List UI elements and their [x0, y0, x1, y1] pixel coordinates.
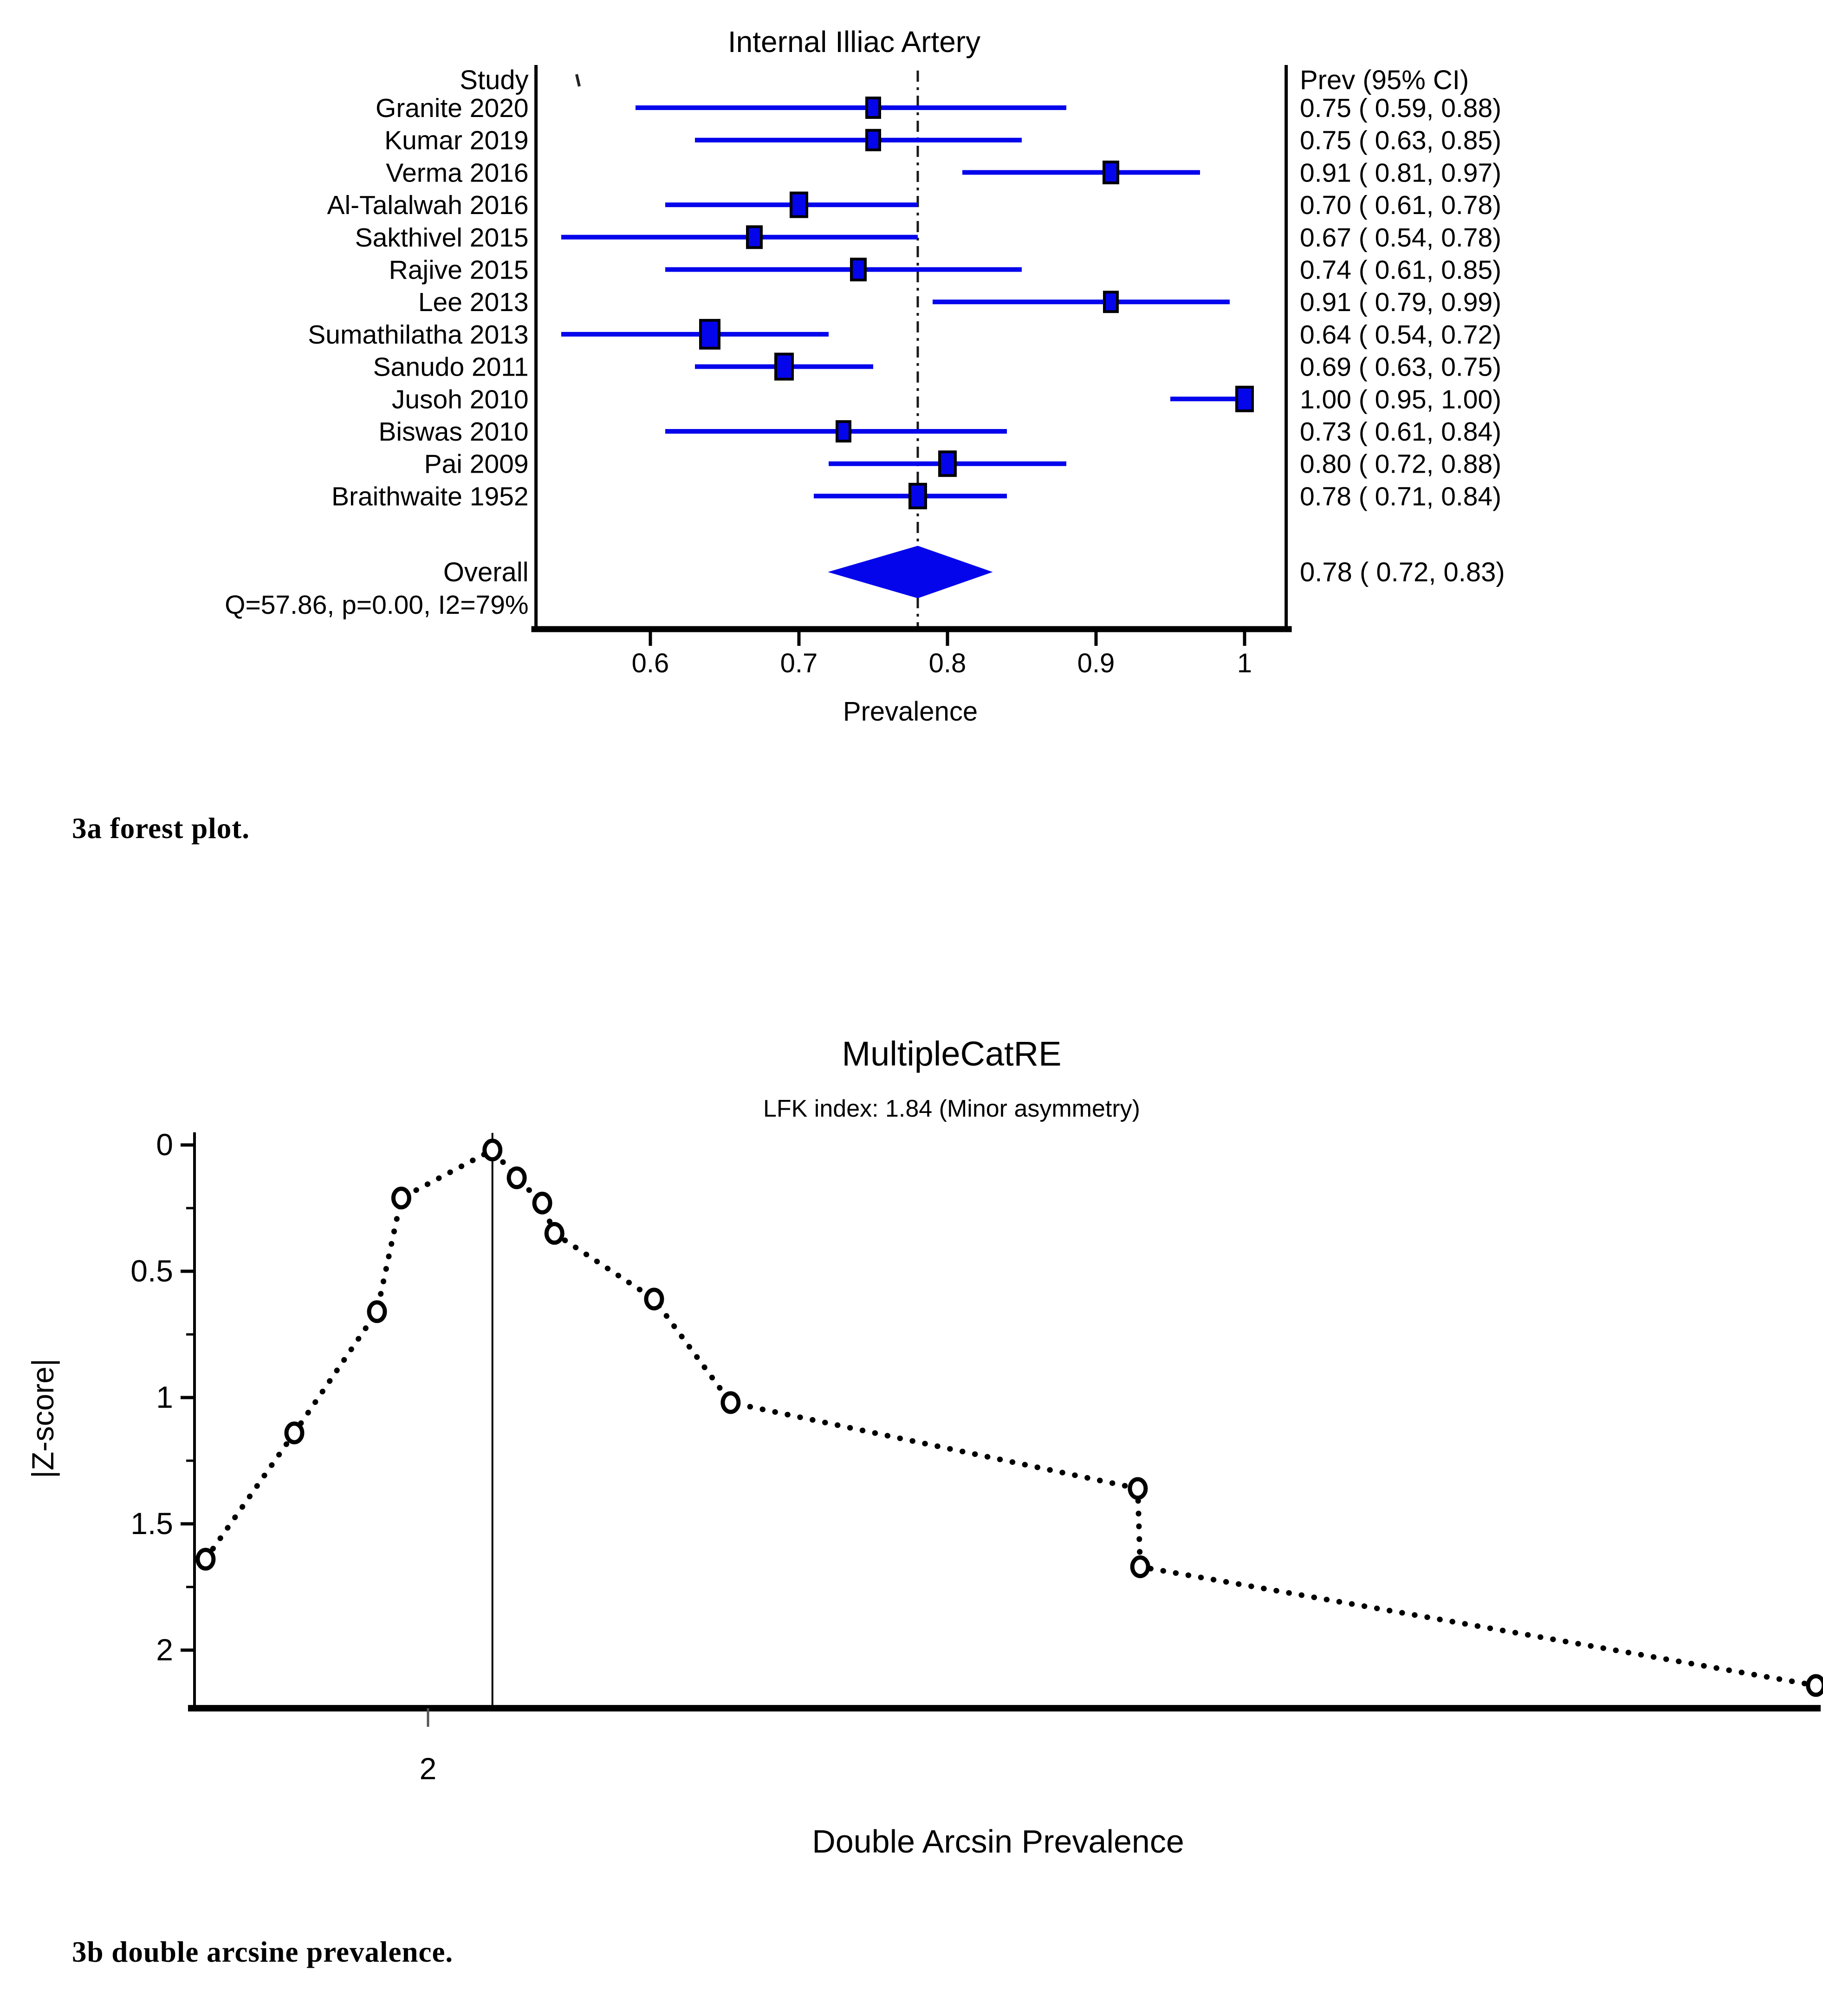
doi-point — [534, 1194, 550, 1212]
x-tick-label: 0.7 — [780, 648, 818, 678]
x-tick-label: 2 — [419, 1751, 437, 1786]
study-label: Al-Talalwah 2016 — [327, 190, 529, 221]
y-tick-label: 2 — [156, 1632, 173, 1667]
caption-doi-plot: 3b double arcsine prevalence. — [72, 1936, 454, 1968]
y-tick-label: 1 — [156, 1380, 173, 1414]
doi-point — [723, 1393, 739, 1412]
ci-value: 0.78 ( 0.71, 0.84) — [1300, 481, 1502, 512]
x-tick-label: 0.6 — [631, 648, 669, 678]
x-axis-title: Prevalence — [843, 696, 978, 727]
doi-point — [1808, 1676, 1823, 1695]
ci-value: 0.70 ( 0.61, 0.78) — [1300, 190, 1502, 221]
y-axis-title: |Z-score| — [26, 1359, 60, 1478]
study-label: Sanudo 2011 — [373, 352, 529, 382]
doi-subtitle: LFK index: 1.84 (Minor asymmetry) — [763, 1095, 1141, 1122]
doi-point — [646, 1290, 662, 1308]
ci-value: 0.67 ( 0.54, 0.78) — [1300, 222, 1502, 253]
ci-value: 0.91 ( 0.79, 0.99) — [1300, 287, 1502, 318]
study-label: Granite 2020 — [376, 93, 529, 123]
study-marker — [940, 452, 955, 475]
ci-value: 0.75 ( 0.63, 0.85) — [1300, 125, 1502, 156]
study-marker — [837, 422, 850, 441]
study-marker — [1104, 292, 1117, 312]
study-label: Lee 2013 — [418, 287, 529, 318]
study-marker — [910, 484, 926, 508]
doi-plot — [0, 998, 1823, 1880]
study-label: Jusoh 2010 — [391, 384, 529, 415]
study-marker — [851, 259, 865, 280]
x-axis-title: Double Arcsin Prevalence — [812, 1823, 1184, 1860]
y-tick-label: 0.5 — [130, 1254, 173, 1288]
heterogeneity-stats: Q=57.86, p=0.00, I2=79% — [225, 590, 529, 620]
doi-point — [1130, 1479, 1146, 1498]
doi-point — [198, 1550, 214, 1568]
overall-diamond — [829, 546, 992, 598]
study-marker — [1237, 387, 1252, 411]
study-marker — [867, 130, 880, 150]
ci-value: 0.73 ( 0.61, 0.84) — [1300, 417, 1502, 447]
study-marker — [867, 98, 880, 117]
overall-label: Overall — [443, 557, 529, 587]
study-label: Verma 2016 — [386, 158, 529, 188]
doi-title: MultipleCatRE — [842, 1034, 1062, 1073]
stray-mark — [577, 74, 579, 86]
study-column-header: Study — [460, 65, 529, 95]
study-marker — [1104, 162, 1118, 183]
doi-point — [546, 1224, 562, 1242]
x-tick-label: 0.9 — [1077, 648, 1115, 678]
study-label: Pai 2009 — [424, 449, 529, 479]
study-label: Braithwaite 1952 — [331, 481, 529, 512]
study-label: Rajive 2015 — [389, 255, 529, 285]
study-marker — [776, 354, 792, 379]
y-tick-label: 1.5 — [130, 1506, 173, 1541]
ci-value: 0.80 ( 0.72, 0.88) — [1300, 449, 1502, 479]
doi-point — [393, 1189, 409, 1207]
caption-forest-plot: 3a forest plot. — [72, 812, 250, 845]
forest-plot — [0, 0, 1823, 789]
doi-point — [286, 1424, 302, 1442]
ci-value: 0.91 ( 0.81, 0.97) — [1300, 158, 1502, 188]
ci-value: 0.74 ( 0.61, 0.85) — [1300, 255, 1502, 285]
study-marker — [747, 227, 761, 247]
doi-dotted-line — [206, 1150, 1816, 1685]
doi-point — [1132, 1557, 1148, 1576]
doi-point — [369, 1302, 385, 1321]
study-marker — [791, 193, 807, 217]
study-label: Sakthivel 2015 — [355, 222, 529, 253]
y-tick-label: 0 — [156, 1127, 173, 1162]
doi-point — [485, 1141, 500, 1159]
ci-value: 0.64 ( 0.54, 0.72) — [1300, 319, 1502, 350]
x-tick-label: 0.8 — [928, 648, 967, 678]
ci-value: 0.69 ( 0.63, 0.75) — [1300, 352, 1502, 382]
study-label: Biswas 2010 — [378, 417, 529, 447]
overall-ci-value: 0.78 ( 0.72, 0.83) — [1300, 557, 1505, 587]
ci-value: 1.00 ( 0.95, 1.00) — [1300, 384, 1502, 415]
study-label: Kumar 2019 — [384, 125, 529, 156]
ci-value: 0.75 ( 0.59, 0.88) — [1300, 93, 1502, 123]
ci-column-header: Prev (95% CI) — [1300, 65, 1469, 95]
doi-point — [509, 1169, 525, 1187]
study-marker — [701, 320, 719, 348]
study-label: Sumathilatha 2013 — [308, 319, 529, 350]
forest-title: Internal Illiac Artery — [727, 25, 981, 59]
x-tick-label: 1 — [1237, 648, 1252, 678]
